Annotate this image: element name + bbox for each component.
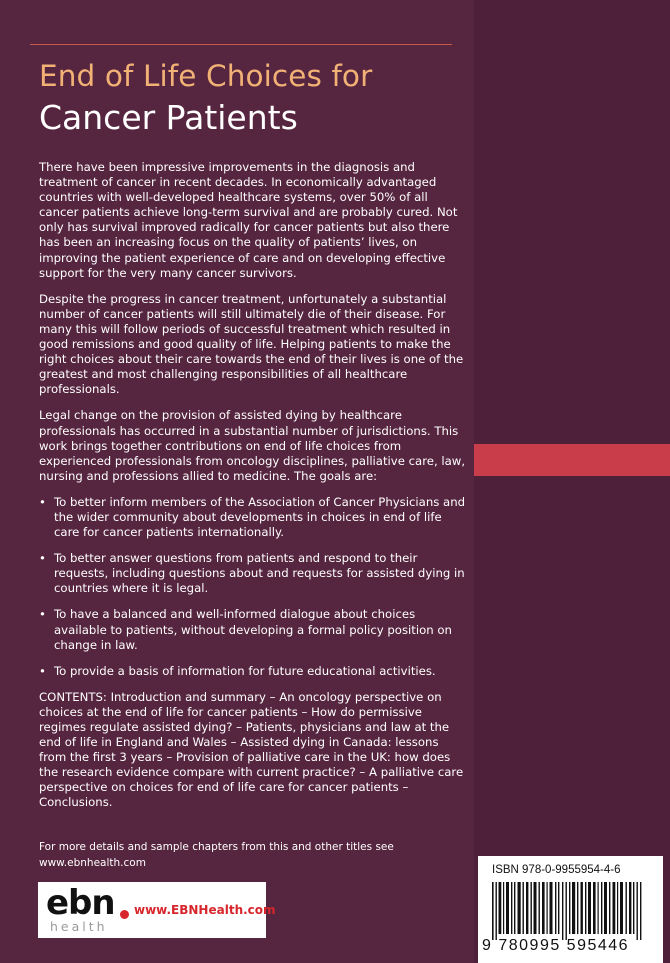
title-line-2: Cancer Patients [39,98,298,137]
goal-text: To better inform members of the Association of Cancer Physicians and the wider community about developments in choices in end of life care for cancer patients internationally. [54,494,466,540]
top-divider-rule [30,44,452,45]
goal-item [39,495,469,540]
website-link[interactable]: www.ebnhealth.com [39,857,146,869]
right-side-band [474,0,670,963]
goal-item [39,664,469,679]
goal-text: To have a balanced and well-informed dialogue about choices available to patients, without developing a formal policy position on change in law. [54,607,452,652]
isbn-label: ISBN 978-0-9955954-4-6 [492,864,621,876]
contents-paragraph: CONTENTS: Introduction and summary – An oncology perspective on choices at the end of life for cancer patients – How do permissive regimes regulate assisted dying? – Patients, physicians and law at the end of life in England and Wales – Assisted dying in Canada: lessons from the first 3 years – Provision of palliative care in the UK: how does the research evidence compare with current practice? – A palliative care perspective on choices for end of life care for cancer patients – Conclusions. [39,689,464,810]
goals-list [39,495,469,679]
logo-dot-icon [120,910,129,919]
red-accent-block [474,444,670,476]
publisher-url[interactable]: www.EBNHealth.com [134,903,276,917]
barcode-icon [478,882,663,940]
barcode-panel [478,856,663,963]
goal-text: To better answer questions from patients and respond to their requests, including questions about and requests for assisted dying in countries where it is legal. [54,551,465,596]
blurb-paragraph-3: Legal change on the provision of assisted dying by healthcare professionals has occurred in a substantial number of jurisdictions. This work brings together contributions on end of life choices from experienced professionals from oncology disciplines, palliative care, law, nursing and professions allied to medicine. The goals are: [39,408,466,483]
bullet-icon: • [39,607,46,622]
ebn-subtitle: health [50,919,108,934]
more-details-text: For more details and sample chapters from this and other titles see [39,841,394,853]
title-line-1: End of Life Choices for [39,59,373,93]
bullet-icon: • [39,663,46,678]
goal-text: To provide a basis of information for future educational activities. [54,663,436,678]
blurb-paragraph-2: Despite the progress in cancer treatment, unfortunately a substantial number of cancer patients will still ultimately die of their disease. For many this will follow periods of successful treatment which resulted in good remissions and good quality of life. Helping patients to make the right choices about their care towards the end of their lives is one of the greatest and most challenging responsibilities of all healthcare professionals. [39,291,464,397]
footer-info [39,839,439,871]
goal-item [39,551,469,596]
goal-item [39,607,469,652]
bullet-icon: • [39,494,46,509]
barcode-digits: 9 780995 595446 [482,937,630,954]
blurb-paragraph-1: There have been impressive improvements in the diagnosis and treatment of cancer in recent decades. In economically advantaged countries with well-developed healthcare systems, over 50% of all cancer patients achieve long-term survival and are probably cured. Not only has survival improved radically for cancer patients but also there has been an increasing focus on the quality of patients’ lives, on improving the patient experience of care and on developing effective support for the very many cancer survivors. [39,160,458,280]
ebn-wordmark: ebn [46,883,115,923]
publisher-logo[interactable] [38,882,276,938]
blurb [39,160,469,822]
bullet-icon: • [39,551,46,566]
